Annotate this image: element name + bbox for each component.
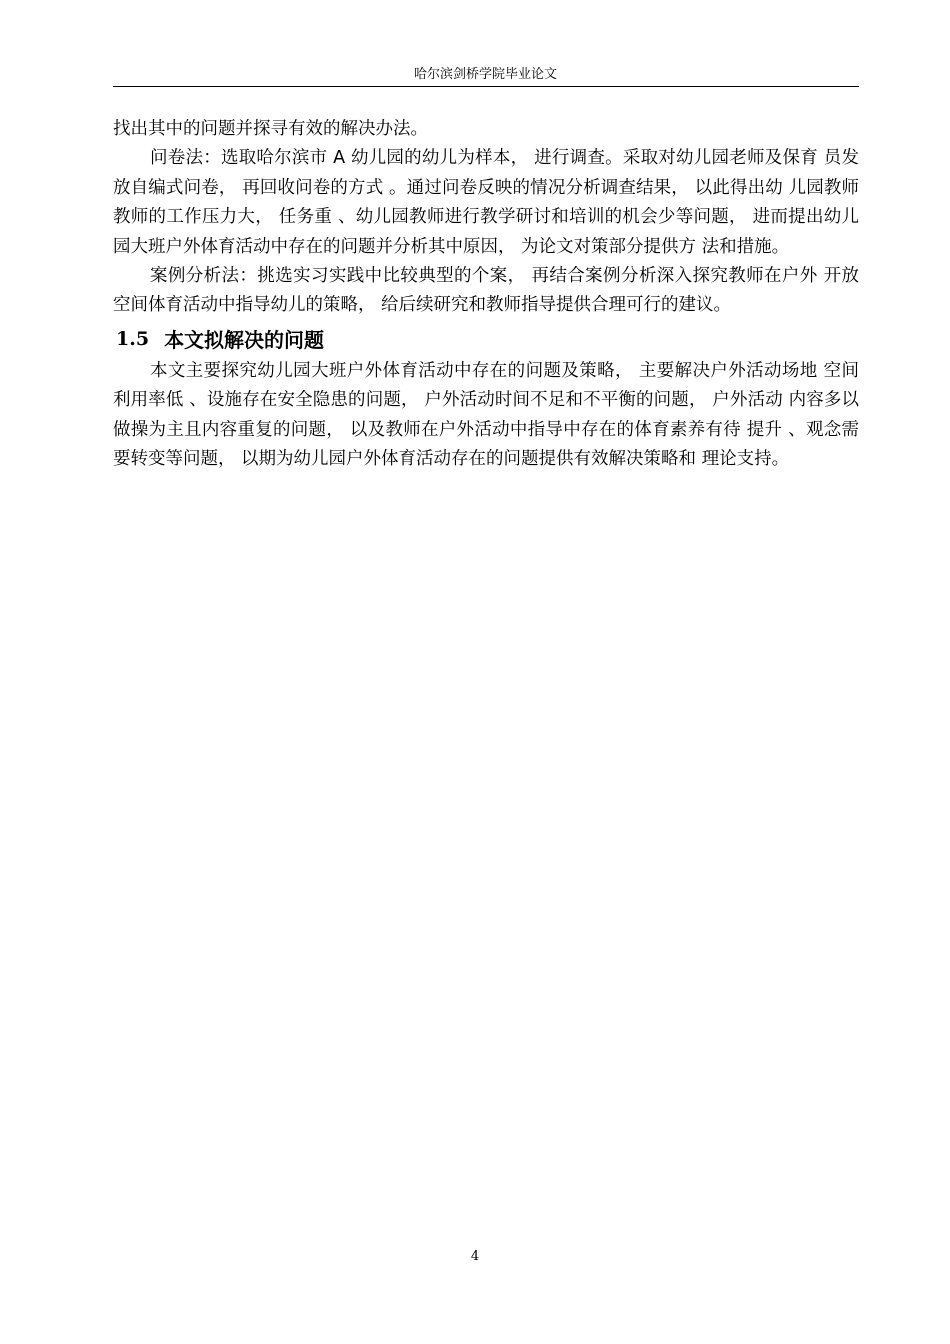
- paragraph-questionnaire-method: 问卷法：选取哈尔滨市 A 幼儿园的幼儿为样本， 进行调查。采取对幼儿园老师及保育 员发放自编式问卷， 再回收问卷的方式 。通过问卷反映的情况分析调查结果， 以此得出幼 儿园教师教师的工作压力大， 任务重 、幼儿园教师进行教学研讨和培训的机会少等问题， 进而提出幼儿园大班户外体育活动中存在的问题并分析其中原因， 为论文对策部分提供方 法和措施。: [113, 148, 859, 257]
- paragraph-case-analysis-method: 案例分析法：挑选实习实践中比较典型的个案， 再结合案例分析深入探究教师在户外 开放空间体育活动中指导幼儿的策略， 给后续研究和教师指导提供合理可行的建议。: [113, 266, 859, 316]
- section-number: 1.5: [116, 327, 150, 350]
- section-heading: [113, 321, 859, 357]
- header-rule: [113, 86, 859, 87]
- section-title: 本文拟解决的问题: [164, 328, 325, 353]
- body-text: [113, 115, 859, 474]
- running-header: 哈尔滨剑桥学院毕业论文: [413, 67, 557, 82]
- paragraph-section-body: 本文主要探究幼儿园大班户外体育活动中存在的问题及策略， 主要解决户外活动场地 空间利用率低 、设施存在安全隐患的问题， 户外活动时间不足和不平衡的问题， 户外活动 内容多以做操为主且内容重复的问题， 以及教师在户外活动中指导中存在的体育素养有待 提升 、观念需要转变等问题， 以期为幼儿园户外体育活动存在的问题提供有效解决策略和 理论支持。: [113, 360, 859, 470]
- paragraph-continuation: 找出其中的问题并探寻有效的解决办法。: [113, 119, 428, 139]
- page-number: 4: [470, 1249, 480, 1264]
